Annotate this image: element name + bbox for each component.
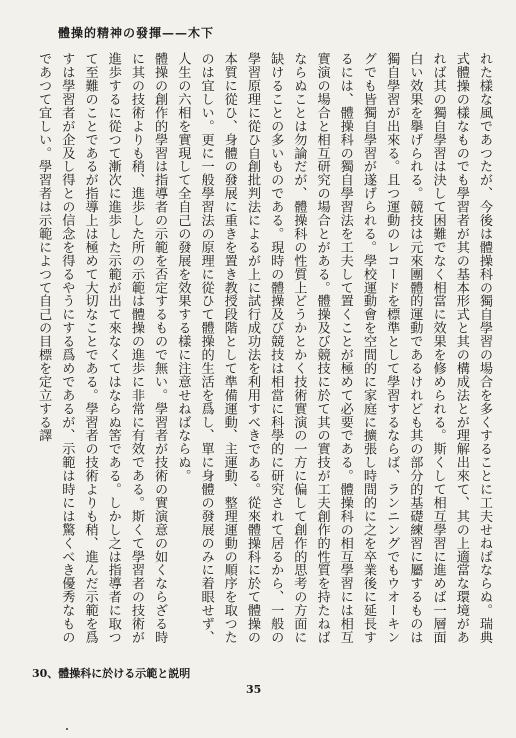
print-speck: [66, 728, 68, 730]
paragraph-1: れた樣な風であつたが、今後は體操科の獨自學習の場合を多くすることに工夫せねばならぬ。瑞典式體操の樣なものでも學習者が其の基本形式と其の構成法とが理解出來て、其の上適當な環境があれば其の獨自學習は決して困難でなく相當に效果を修められる。斯くして相互學習に進めば一層面白い效果を擧げられる。競技は元來團體的運動であるけれども其の部分的基礎練習に屬するものは獨自學習が出來る。且つ運動のレコードを標準として學習するならば、ランニングでもウオーキングでも皆獨自學習が遂げられる。學校運動會を空間的に家庭に擴張し時間的に之を卒業後に延長するには、體操科の獨自學習法を工夫して置くことが極めて必要である。體操科の相互學習には相互實演の場合と相互研究の場合とがある。體操及び競技に於て其の實技が工夫創作的性質を持たねばならぬことは勿論だが、體操科の性質上どうかとかく技術實演の一方に偏して創作的思考の方面に缺けることの多いものである。現時の體操及び競技は相當に科學的に研究されて居るから、一般の學習原理に從ひ自創批判法によるが上に試行成功法を利用すべきである。從來體操科に於て體操の本質に從ひ、身體の發展に重きを置き教授段階として準備運動、主運動、整理運動の順序を取つたのは宜しい。更に一般學習法の原理に從ひて體操的生活を爲し、單に身體の發展のみに着眼せず、人生の六相を實現して全自己の發展を效果する樣に注意せねばならぬ。: [175, 52, 492, 644]
paragraph-2: 體操の創作的學習は指導者の示範を否定するもので無い。學習者が技術の實演意の如くならざる時に其の技術よりも稍、進歩した所の示範は體操の進歩に非常に有效である。斯くて學習者の技術が進歩するに從つて漸次に進歩した示範が出て來なくてはならぬ筈である。しかし之は指導者に取つて至難のことであるが指導上は極めて大切なことである。學習者の技術よりも稍、進んだ示範を爲すは學習者が企及し得との信念を得るやうにする爲めであるが、示範は時には驚くべき優秀なものであつて宜しい。學習者は示範によつて自己の目標を定立する譯: [36, 52, 168, 644]
page-number: 35: [246, 683, 262, 696]
body-text: [32, 52, 496, 652]
section-caption: 30、體操科に於ける示範と説明: [32, 667, 191, 680]
running-header: 體操的精神の發揮——木下: [58, 26, 215, 40]
